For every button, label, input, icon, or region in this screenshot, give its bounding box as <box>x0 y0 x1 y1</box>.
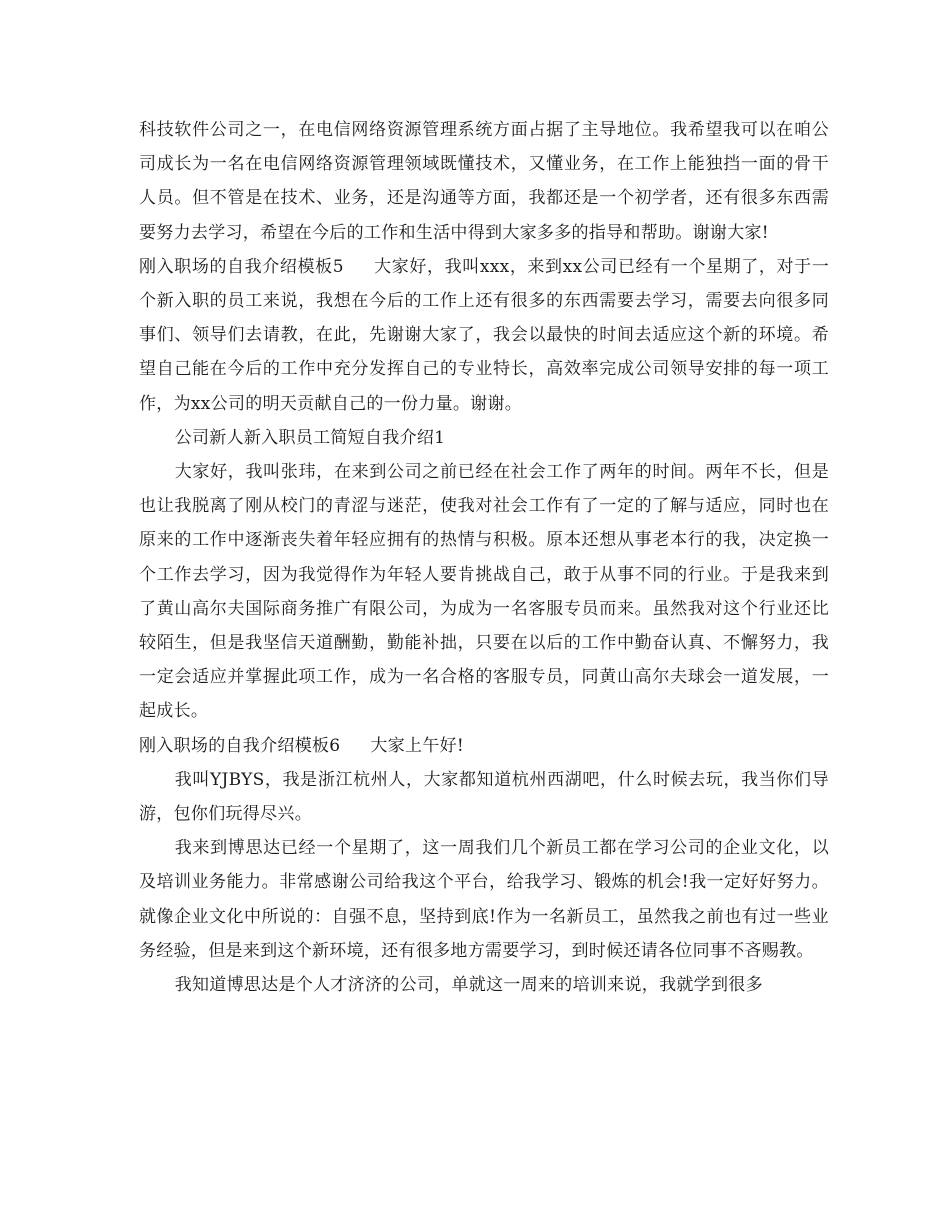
section-heading-new-staff: 公司新人新入职员工简短自我介绍1 <box>174 427 446 448</box>
template-5-title: 刚入职场的自我介绍模板5 <box>139 256 344 277</box>
paragraph-zhang-wei: 大家好，我叫张玮，在来到公司之前已经在社会工作了两年的时间。两年不长，但是也让我脱离了刚从校门的青涩与迷茫，使我对社会工作有了一定的了解与适应，同时也在原来的工作中逐渐丧失着年轻应拥有的热情与积极。原本还想从事老本行的我，决定换一个工作去学习，因为我觉得作为年轻人要肯挑战自己，敢于从事不同的行业。于是我来到了黄山高尔夫国际商务推广有限公司，为成为一名客服专员而来。虽然我对这个行业还比较陌生，但是我坚信天道酬勤，勤能补拙，只要在以后的工作中勤奋认真、不懈努力，我一定会适应并掌握此项工作，成为一名合格的客服专员，同黄山高尔夫球会一道发展，一起成长。 <box>139 462 829 722</box>
paragraph-hangzhou: 我叫YJBYS，我是浙江杭州人，大家都知道杭州西湖吧，什么时候去玩，我当你们导游，包你们玩得尽兴。 <box>139 769 829 825</box>
paragraph-bosida-week: 我来到博思达已经一个星期了，这一周我们几个新员工都在学习公司的企业文化，以及培训业务能力。非常感谢公司给我这个平台，给我学习、锻炼的机会!我一定好好努力。就像企业文化中所说的：自强不息，坚持到底!作为一名新员工，虽然我之前也有过一些业务经验，但是来到这个新环境，还有很多地方需要学习，到时候还请各位同事不吝赐教。 <box>139 838 829 961</box>
paragraph-template-5 <box>139 250 829 421</box>
template-5-body: 大家好，我叫xxx，来到xx公司已经有一个星期了，对于一个新入职的员工来说，我想在今后的工作上还有很多的东西需要去学习，需要去向很多同事们、领导们去请教，在此，先谢谢大家了，我会以最快的时间去适应这个新的环境。希望自己能在今后的工作中充分发挥自己的专业特长，高效率完成公司领导安排的每一项工作，为xx公司的明天贡献自己的一份力量。谢谢。 <box>139 256 829 414</box>
template-6-title: 刚入职场的自我介绍模板6 <box>139 735 341 756</box>
template-6-greeting: 大家上午好! <box>370 735 465 756</box>
paragraph-bosida-talent: 我知道博思达是个人才济济的公司，单就这一周来的培训来说，我就学到很多 <box>174 975 763 996</box>
document-body <box>139 113 829 1002</box>
paragraph-intro-continued: 科技软件公司之一，在电信网络资源管理系统方面占据了主导地位。我希望我可以在咱公司成长为一名在电信网络资源管理领域既懂技术，又懂业务，在工作上能独挡一面的骨干人员。但不管是在技术、业务，还是沟通等方面，我都还是一个初学者，还有很多东西需要努力去学习，希望在今后的工作和生活中得到大家多多的指导和帮助。谢谢大家! <box>139 120 829 243</box>
paragraph-template-6 <box>139 729 829 763</box>
